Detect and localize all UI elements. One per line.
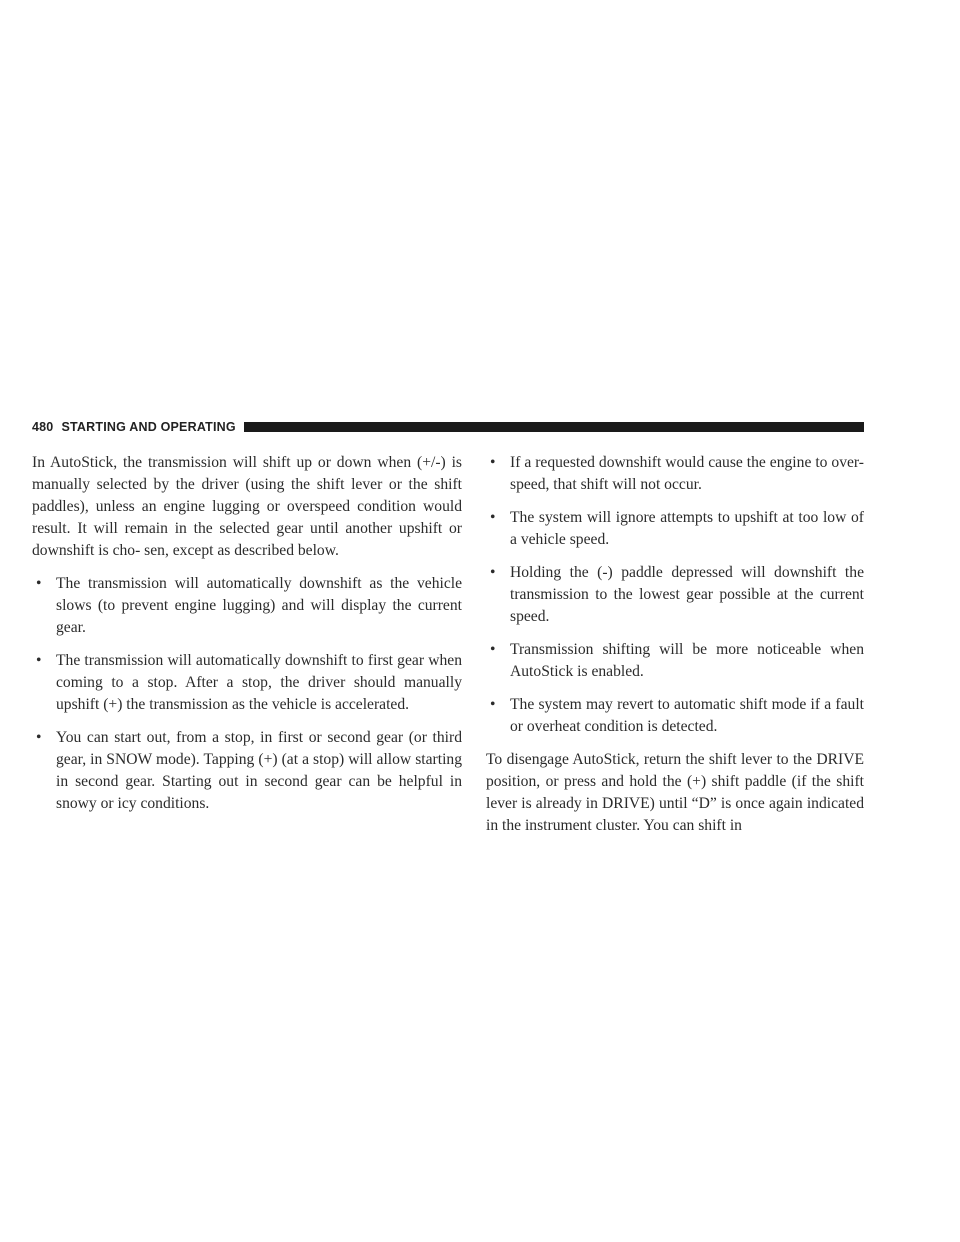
closing-paragraph: To disengage AutoStick, return the shift lever to the DRIVE position, or press and hold the (+) shift paddle (if the shift lever is already in DRIVE) until “D” is once again indicated in the instrument cluster. You can shift in: [486, 751, 864, 834]
right-column: [486, 452, 864, 848]
section-title: STARTING AND OPERATING: [61, 420, 236, 434]
intro-paragraph: In AutoStick, the transmission will shift up or down when (+/-) is manually selected by the driver (using the shift lever or the shift paddles), unless an engine lugging or overspeed condition would result. It will remain in the selected gear until another upshift or downshift is cho- sen, except as described below.: [32, 454, 462, 559]
list-item: [486, 639, 864, 683]
bullet-icon: •: [490, 509, 496, 526]
list-item: [32, 727, 462, 815]
bullet-icon: •: [490, 564, 496, 581]
list-item-text: Holding the (-) paddle depressed will downshift the transmission to the lowest gear possible at the current speed.: [510, 564, 864, 625]
list-item-text: If a requested downshift would cause the engine to over-speed, that shift will not occur.: [510, 454, 864, 493]
page-number: 480: [32, 420, 54, 434]
list-item-text: The transmission will automatically downshift to first gear when coming to a stop. After a stop, the driver should manually upshift (+) the transmission as the vehicle is accelerated.: [56, 652, 462, 713]
list-item-text: The system may revert to automatic shift mode if a fault or overheat condition is detected.: [510, 696, 864, 735]
bullet-icon: •: [36, 652, 42, 669]
list-item-text: Transmission shifting will be more noticeable when AutoStick is enabled.: [510, 641, 864, 680]
list-item-text: The transmission will automatically downshift as the vehicle slows (to prevent engine lugging) and will display the current gear.: [56, 575, 462, 636]
list-item: [486, 452, 864, 496]
left-bullet-list: [32, 573, 462, 815]
list-item-text: You can start out, from a stop, in first or second gear (or third gear, in SNOW mode). Tapping (+) (at a stop) will allow starting in second gear. Starting out in second gear can be helpful in snowy or icy conditions.: [56, 729, 462, 812]
bullet-icon: •: [36, 575, 42, 592]
bullet-icon: •: [36, 729, 42, 746]
list-item: [486, 507, 864, 551]
list-item: [32, 573, 462, 639]
bullet-icon: •: [490, 696, 496, 713]
list-item-text: The system will ignore attempts to upshift at too low of a vehicle speed.: [510, 509, 864, 548]
list-item: [486, 694, 864, 738]
left-column: [32, 452, 462, 826]
header-rule: [244, 422, 864, 432]
list-item: [32, 650, 462, 716]
right-bullet-list: [486, 452, 864, 738]
bullet-icon: •: [490, 641, 496, 658]
bullet-icon: •: [490, 454, 496, 471]
list-item: [486, 562, 864, 628]
page-header: [32, 418, 864, 436]
